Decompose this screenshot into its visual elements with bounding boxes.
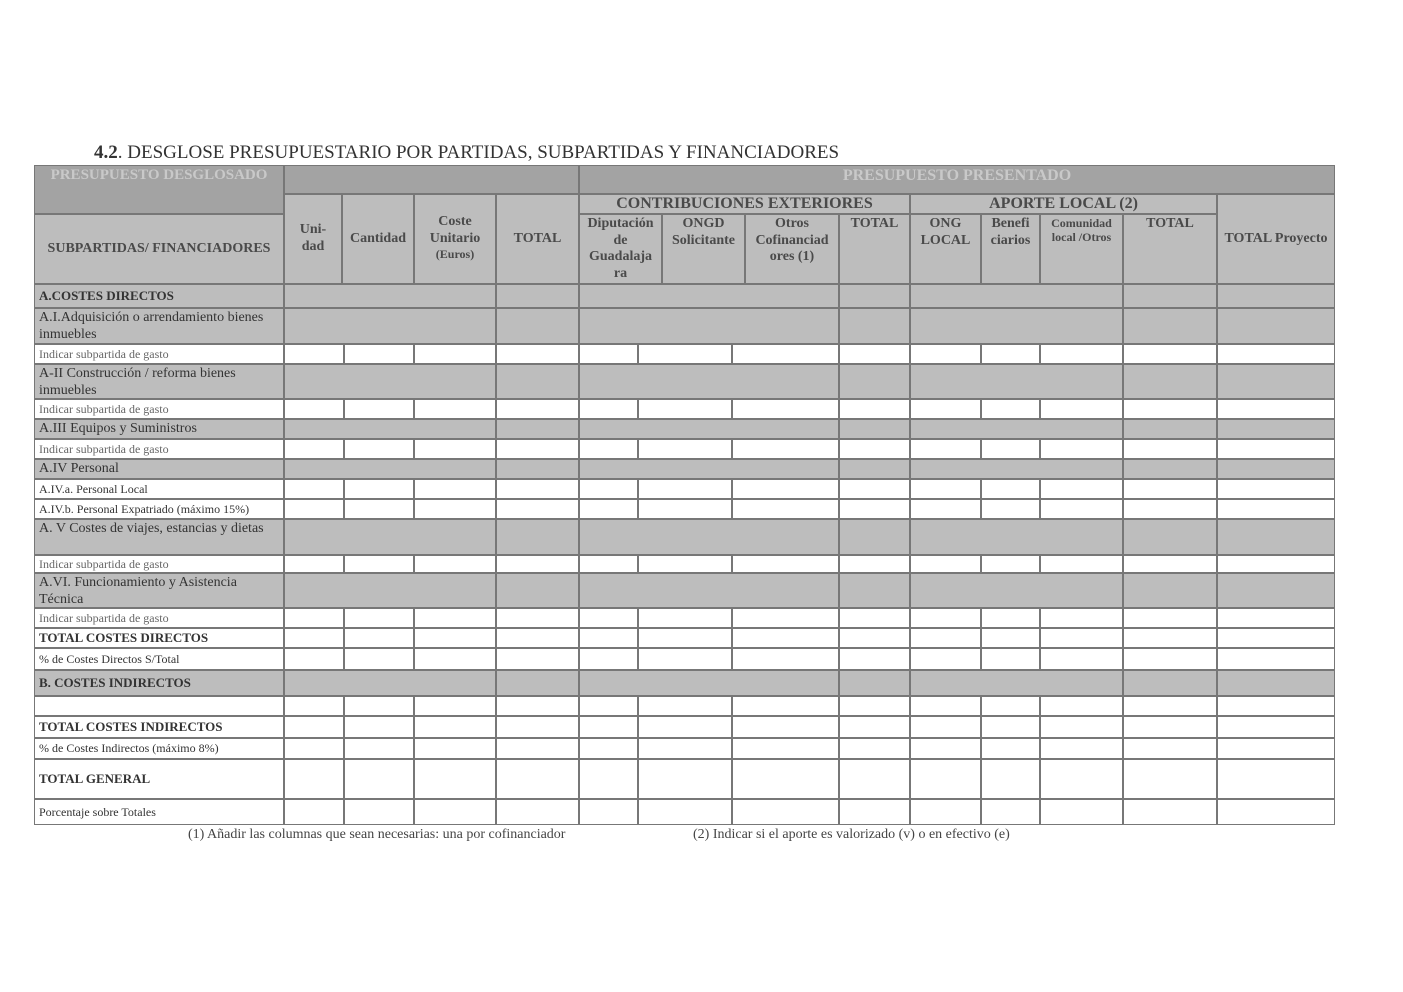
header-total-desglosado: TOTAL	[496, 194, 579, 284]
budget-input-cell[interactable]	[981, 555, 1040, 573]
budget-input-cell[interactable]	[1123, 499, 1217, 519]
budget-input-cell[interactable]	[1040, 555, 1123, 573]
row-gray-cell	[496, 364, 579, 399]
budget-input-cell[interactable]	[910, 696, 981, 716]
row-gray-cell	[1217, 519, 1335, 555]
budget-input-cell[interactable]	[839, 479, 910, 499]
budget-input-cell[interactable]	[1040, 696, 1123, 716]
row-gray-cell	[284, 573, 496, 608]
budget-input-cell[interactable]	[496, 344, 579, 364]
budget-input-cell[interactable]	[284, 499, 344, 519]
budget-input-cell[interactable]	[839, 399, 910, 419]
header-presupuesto-presentado: PRESUPUESTO PRESENTADO	[579, 165, 1335, 194]
budget-input-cell[interactable]	[414, 738, 496, 759]
coste-unitario-label: Coste Unitario	[429, 214, 481, 246]
budget-input-cell[interactable]	[1123, 399, 1217, 419]
budget-input-cell[interactable]	[496, 439, 579, 459]
budget-input-cell[interactable]	[1040, 479, 1123, 499]
budget-input-cell[interactable]	[638, 716, 732, 738]
row-gray-cell	[839, 419, 910, 439]
row-gray-cell	[1123, 519, 1217, 555]
row-label: A.COSTES DIRECTOS	[34, 284, 284, 308]
row-label: TOTAL COSTES DIRECTOS	[34, 628, 284, 648]
row-label: Indicar subpartida de gasto	[34, 344, 284, 364]
budget-input-cell[interactable]	[579, 439, 638, 459]
budget-input-cell[interactable]	[1040, 628, 1123, 648]
budget-input-cell[interactable]	[579, 759, 638, 799]
budget-input-cell[interactable]	[414, 399, 496, 419]
row-label: Indicar subpartida de gasto	[34, 399, 284, 419]
budget-input-cell[interactable]	[284, 738, 344, 759]
budget-input-cell[interactable]	[732, 608, 839, 628]
budget-input-cell[interactable]	[839, 439, 910, 459]
row-gray-cell	[839, 364, 910, 399]
budget-input-cell[interactable]	[1217, 479, 1335, 499]
budget-input-cell[interactable]	[284, 555, 344, 573]
budget-input-cell[interactable]	[910, 399, 981, 419]
budget-input-cell[interactable]	[414, 555, 496, 573]
budget-input-cell[interactable]	[414, 499, 496, 519]
row-gray-cell	[910, 284, 1123, 308]
budget-input-cell[interactable]	[1123, 555, 1217, 573]
budget-input-cell[interactable]	[579, 648, 638, 670]
budget-input-cell[interactable]	[1123, 439, 1217, 459]
budget-input-cell[interactable]	[981, 799, 1040, 825]
budget-input-cell[interactable]	[638, 696, 732, 716]
budget-input-cell[interactable]	[284, 716, 344, 738]
row-label	[34, 696, 284, 716]
budget-input-cell[interactable]	[910, 716, 981, 738]
budget-input-cell[interactable]	[496, 799, 579, 825]
budget-input-cell[interactable]	[284, 344, 344, 364]
budget-input-cell[interactable]	[1217, 759, 1335, 799]
budget-input-cell[interactable]	[732, 648, 839, 670]
budget-input-cell[interactable]	[496, 759, 579, 799]
budget-input-cell[interactable]	[910, 555, 981, 573]
row-label: A. V Costes de viajes, estancias y dietas	[34, 519, 284, 555]
row-gray-cell	[1217, 573, 1335, 608]
row-gray-cell	[1123, 419, 1217, 439]
budget-input-cell[interactable]	[981, 696, 1040, 716]
budget-input-cell[interactable]	[1217, 738, 1335, 759]
header-cantidad: Cantidad	[342, 194, 414, 284]
header-total-proyecto: TOTAL Proyecto	[1217, 194, 1335, 284]
row-label: A.VI. Funcionamiento y Asistencia Técnica	[34, 573, 284, 608]
header-unidad: Uni- dad	[284, 194, 342, 284]
budget-input-cell[interactable]	[414, 439, 496, 459]
budget-input-cell[interactable]	[496, 716, 579, 738]
budget-input-cell[interactable]	[284, 439, 344, 459]
row-gray-cell	[839, 573, 910, 608]
row-label: Porcentaje sobre Totales	[34, 799, 284, 825]
budget-input-cell[interactable]	[579, 738, 638, 759]
row-gray-cell	[1123, 284, 1217, 308]
header-total-aporte-local: TOTAL	[1123, 214, 1217, 284]
budget-input-cell[interactable]	[910, 608, 981, 628]
header-otros-cofinanciadores: Otros Cofinanciad ores (1)	[745, 214, 839, 284]
row-gray-cell	[1217, 308, 1335, 344]
budget-input-cell[interactable]	[344, 479, 414, 499]
budget-input-cell[interactable]	[579, 499, 638, 519]
budget-input-cell[interactable]	[1123, 608, 1217, 628]
budget-input-cell[interactable]	[1217, 399, 1335, 419]
budget-input-cell[interactable]	[981, 399, 1040, 419]
header-beneficiarios: Benefi ciarios	[981, 214, 1040, 284]
budget-input-cell[interactable]	[732, 399, 839, 419]
budget-input-cell[interactable]	[1217, 716, 1335, 738]
budget-input-cell[interactable]	[1040, 759, 1123, 799]
budget-input-cell[interactable]	[1123, 479, 1217, 499]
budget-input-cell[interactable]	[1040, 738, 1123, 759]
row-gray-cell	[579, 573, 839, 608]
budget-input-cell[interactable]	[496, 499, 579, 519]
row-gray-cell	[1123, 308, 1217, 344]
budget-input-cell[interactable]	[496, 648, 579, 670]
budget-input-cell[interactable]	[1040, 608, 1123, 628]
budget-input-cell[interactable]	[638, 648, 732, 670]
header-ongd-solicitante: ONGD Solicitante	[662, 214, 745, 284]
budget-input-cell[interactable]	[344, 399, 414, 419]
row-label: % de Costes Directos S/Total	[34, 648, 284, 670]
budget-input-cell[interactable]	[910, 479, 981, 499]
row-gray-cell	[284, 459, 496, 479]
budget-input-cell[interactable]	[344, 648, 414, 670]
budget-input-cell[interactable]	[1217, 555, 1335, 573]
budget-input-cell[interactable]	[579, 479, 638, 499]
row-gray-cell	[910, 308, 1123, 344]
budget-input-cell[interactable]	[344, 608, 414, 628]
budget-input-cell[interactable]	[910, 439, 981, 459]
budget-input-cell[interactable]	[839, 799, 910, 825]
budget-input-cell[interactable]	[344, 628, 414, 648]
header-coste-unitario	[414, 194, 496, 284]
budget-input-cell[interactable]	[638, 499, 732, 519]
row-gray-cell	[1217, 459, 1335, 479]
row-gray-cell	[284, 519, 496, 555]
row-gray-cell	[1123, 364, 1217, 399]
budget-input-cell[interactable]	[839, 759, 910, 799]
row-label: Indicar subpartida de gasto	[34, 608, 284, 628]
budget-input-cell[interactable]	[732, 439, 839, 459]
budget-input-cell[interactable]	[1217, 648, 1335, 670]
budget-input-cell[interactable]	[638, 555, 732, 573]
budget-input-cell[interactable]	[1123, 738, 1217, 759]
budget-input-cell[interactable]	[981, 628, 1040, 648]
row-label: A.III Equipos y Suministros	[34, 419, 284, 439]
budget-input-cell[interactable]	[732, 344, 839, 364]
row-gray-cell	[910, 419, 1123, 439]
row-gray-cell	[496, 284, 579, 308]
budget-input-cell[interactable]	[839, 555, 910, 573]
budget-input-cell[interactable]	[579, 628, 638, 648]
budget-input-cell[interactable]	[839, 628, 910, 648]
budget-input-cell[interactable]	[284, 799, 344, 825]
budget-input-cell[interactable]	[414, 759, 496, 799]
row-gray-cell	[496, 573, 579, 608]
row-gray-cell	[1123, 573, 1217, 608]
budget-input-cell[interactable]	[1217, 608, 1335, 628]
row-gray-cell	[579, 364, 839, 399]
budget-input-cell[interactable]	[496, 696, 579, 716]
budget-input-cell[interactable]	[496, 479, 579, 499]
header-aporte-local: APORTE LOCAL (2)	[910, 194, 1217, 214]
budget-input-cell[interactable]	[284, 696, 344, 716]
budget-input-cell[interactable]	[732, 799, 839, 825]
row-gray-cell	[839, 284, 910, 308]
budget-input-cell[interactable]	[638, 608, 732, 628]
budget-input-cell[interactable]	[638, 399, 732, 419]
header-presupuesto-desglosado: PRESUPUESTO DESGLOSADO	[34, 165, 284, 214]
budget-input-cell[interactable]	[638, 738, 732, 759]
budget-input-cell[interactable]	[910, 648, 981, 670]
budget-input-cell[interactable]	[414, 799, 496, 825]
budget-input-cell[interactable]	[839, 344, 910, 364]
row-label: A.I.Adquisición o arrendamiento bienes inmuebles	[34, 308, 284, 344]
header-blank-left	[284, 165, 579, 194]
header-subpartidas: SUBPARTIDAS/ FINANCIADORES	[34, 214, 284, 284]
header-total-contribuciones: TOTAL	[839, 214, 910, 284]
row-gray-cell	[579, 284, 839, 308]
budget-input-cell[interactable]	[414, 608, 496, 628]
budget-input-cell[interactable]	[579, 399, 638, 419]
budget-input-cell[interactable]	[732, 479, 839, 499]
budget-input-cell[interactable]	[1123, 344, 1217, 364]
budget-input-cell[interactable]	[839, 499, 910, 519]
budget-input-cell[interactable]	[344, 799, 414, 825]
section-title-text: . DESGLOSE PRESUPUESTARIO POR PARTIDAS, SUBPARTIDAS Y FINANCIADORES	[117, 142, 840, 163]
budget-input-cell[interactable]	[579, 555, 638, 573]
budget-input-cell[interactable]	[732, 759, 839, 799]
budget-input-cell[interactable]	[414, 628, 496, 648]
row-gray-cell	[496, 419, 579, 439]
row-gray-cell	[1217, 670, 1335, 696]
row-gray-cell	[284, 284, 496, 308]
row-gray-cell	[910, 364, 1123, 399]
budget-input-cell[interactable]	[981, 344, 1040, 364]
header-ong-local: ONG LOCAL	[910, 214, 981, 284]
budget-input-cell[interactable]	[579, 608, 638, 628]
row-gray-cell	[496, 519, 579, 555]
budget-input-cell[interactable]	[1217, 628, 1335, 648]
header-diputacion: Diputación de Guadalaja ra	[579, 214, 662, 284]
budget-input-cell[interactable]	[284, 648, 344, 670]
budget-input-cell[interactable]	[981, 738, 1040, 759]
budget-input-cell[interactable]	[981, 499, 1040, 519]
budget-input-cell[interactable]	[839, 608, 910, 628]
budget-input-cell[interactable]	[910, 759, 981, 799]
budget-input-cell[interactable]	[732, 716, 839, 738]
row-gray-cell	[1123, 459, 1217, 479]
budget-input-cell[interactable]	[1217, 344, 1335, 364]
row-gray-cell	[839, 670, 910, 696]
budget-input-cell[interactable]	[496, 399, 579, 419]
row-gray-cell	[496, 459, 579, 479]
row-label: A.IV.a. Personal Local	[34, 479, 284, 499]
budget-input-cell[interactable]	[496, 608, 579, 628]
budget-input-cell[interactable]	[344, 716, 414, 738]
row-gray-cell	[579, 459, 839, 479]
budget-input-cell[interactable]	[981, 648, 1040, 670]
budget-input-cell[interactable]	[496, 738, 579, 759]
budget-input-cell[interactable]	[344, 696, 414, 716]
row-gray-cell	[910, 459, 1123, 479]
budget-input-cell[interactable]	[981, 759, 1040, 799]
budget-input-cell[interactable]	[579, 344, 638, 364]
budget-input-cell[interactable]	[414, 648, 496, 670]
row-label: Indicar subpartida de gasto	[34, 439, 284, 459]
header-contribuciones-exteriores: CONTRIBUCIONES EXTERIORES	[579, 194, 910, 214]
header-comunidad-local: Comunidad local /Otros	[1040, 214, 1123, 284]
budget-input-cell[interactable]	[638, 479, 732, 499]
row-label: A-II Construcción / reforma bienes inmuebles	[34, 364, 284, 399]
row-gray-cell	[910, 573, 1123, 608]
budget-input-cell[interactable]	[732, 555, 839, 573]
budget-input-cell[interactable]	[732, 499, 839, 519]
budget-input-cell[interactable]	[910, 628, 981, 648]
row-gray-cell	[579, 308, 839, 344]
footnote-2: (2) Indicar si el aporte es valorizado (v) o en efectivo (e)	[693, 827, 1010, 842]
budget-input-cell[interactable]	[910, 344, 981, 364]
budget-input-cell[interactable]	[1040, 716, 1123, 738]
budget-input-cell[interactable]	[414, 716, 496, 738]
budget-input-cell[interactable]	[1123, 696, 1217, 716]
budget-input-cell[interactable]	[1040, 399, 1123, 419]
budget-input-cell[interactable]	[638, 759, 732, 799]
row-label: Indicar subpartida de gasto	[34, 555, 284, 573]
row-gray-cell	[496, 670, 579, 696]
row-gray-cell	[284, 364, 496, 399]
row-gray-cell	[284, 308, 496, 344]
budget-input-cell[interactable]	[344, 499, 414, 519]
budget-input-cell[interactable]	[344, 738, 414, 759]
budget-input-cell[interactable]	[284, 628, 344, 648]
budget-input-cell[interactable]	[1040, 439, 1123, 459]
budget-input-cell[interactable]	[910, 499, 981, 519]
row-gray-cell	[1217, 419, 1335, 439]
budget-input-cell[interactable]	[1040, 799, 1123, 825]
budget-input-cell[interactable]	[981, 608, 1040, 628]
budget-input-cell[interactable]	[1123, 628, 1217, 648]
row-gray-cell	[1217, 364, 1335, 399]
budget-input-cell[interactable]	[981, 716, 1040, 738]
row-label: TOTAL GENERAL	[34, 759, 284, 799]
budget-input-cell[interactable]	[839, 696, 910, 716]
row-label: A.IV.b. Personal Expatriado (máximo 15%)	[34, 499, 284, 519]
row-gray-cell	[579, 419, 839, 439]
row-gray-cell	[910, 519, 1123, 555]
budget-input-cell[interactable]	[1217, 696, 1335, 716]
budget-input-cell[interactable]	[284, 399, 344, 419]
budget-input-cell[interactable]	[414, 479, 496, 499]
budget-input-cell[interactable]	[732, 738, 839, 759]
euros-label: (Euros)	[435, 247, 475, 262]
budget-input-cell[interactable]	[1040, 499, 1123, 519]
budget-input-cell[interactable]	[496, 628, 579, 648]
budget-input-cell[interactable]	[414, 696, 496, 716]
row-gray-cell	[839, 308, 910, 344]
budget-input-cell[interactable]	[981, 479, 1040, 499]
budget-input-cell[interactable]	[910, 799, 981, 825]
row-gray-cell	[284, 419, 496, 439]
budget-input-cell[interactable]	[839, 716, 910, 738]
budget-input-cell[interactable]	[344, 439, 414, 459]
row-label: B. COSTES INDIRECTOS	[34, 670, 284, 696]
row-gray-cell	[910, 670, 1123, 696]
row-gray-cell	[579, 519, 839, 555]
budget-input-cell[interactable]	[732, 696, 839, 716]
budget-input-cell[interactable]	[839, 738, 910, 759]
budget-input-cell[interactable]	[414, 344, 496, 364]
budget-input-cell[interactable]	[638, 439, 732, 459]
budget-input-cell[interactable]	[638, 344, 732, 364]
row-gray-cell	[496, 308, 579, 344]
budget-input-cell[interactable]	[732, 628, 839, 648]
budget-input-cell[interactable]	[579, 799, 638, 825]
budget-input-cell[interactable]	[981, 439, 1040, 459]
budget-input-cell[interactable]	[1123, 759, 1217, 799]
budget-input-cell[interactable]	[638, 799, 732, 825]
budget-input-cell[interactable]	[579, 696, 638, 716]
row-gray-cell	[839, 459, 910, 479]
budget-input-cell[interactable]	[579, 716, 638, 738]
budget-input-cell[interactable]	[1040, 648, 1123, 670]
section-number: 4.2	[94, 142, 118, 163]
budget-input-cell[interactable]	[344, 344, 414, 364]
budget-input-cell[interactable]	[910, 738, 981, 759]
row-gray-cell	[1123, 670, 1217, 696]
row-gray-cell	[1217, 284, 1335, 308]
row-gray-cell	[579, 670, 839, 696]
budget-input-cell[interactable]	[1123, 799, 1217, 825]
row-label: % de Costes Indirectos (máximo 8%)	[34, 738, 284, 759]
budget-input-cell[interactable]	[1217, 439, 1335, 459]
budget-input-cell[interactable]	[284, 479, 344, 499]
footnote-1: (1) Añadir las columnas que sean necesarias: una por cofinanciador	[188, 827, 566, 842]
row-gray-cell	[284, 670, 496, 696]
budget-input-cell[interactable]	[1217, 799, 1335, 825]
budget-input-cell[interactable]	[344, 555, 414, 573]
budget-input-cell[interactable]	[1217, 499, 1335, 519]
budget-input-cell[interactable]	[496, 555, 579, 573]
budget-input-cell[interactable]	[1123, 648, 1217, 670]
budget-input-cell[interactable]	[1123, 716, 1217, 738]
budget-input-cell[interactable]	[638, 628, 732, 648]
budget-input-cell[interactable]	[284, 608, 344, 628]
budget-input-cell[interactable]	[344, 759, 414, 799]
row-label: TOTAL COSTES INDIRECTOS	[34, 716, 284, 738]
budget-input-cell[interactable]	[284, 759, 344, 799]
row-gray-cell	[839, 519, 910, 555]
row-label: A.IV Personal	[34, 459, 284, 479]
budget-input-cell[interactable]	[839, 648, 910, 670]
budget-input-cell[interactable]	[1040, 344, 1123, 364]
